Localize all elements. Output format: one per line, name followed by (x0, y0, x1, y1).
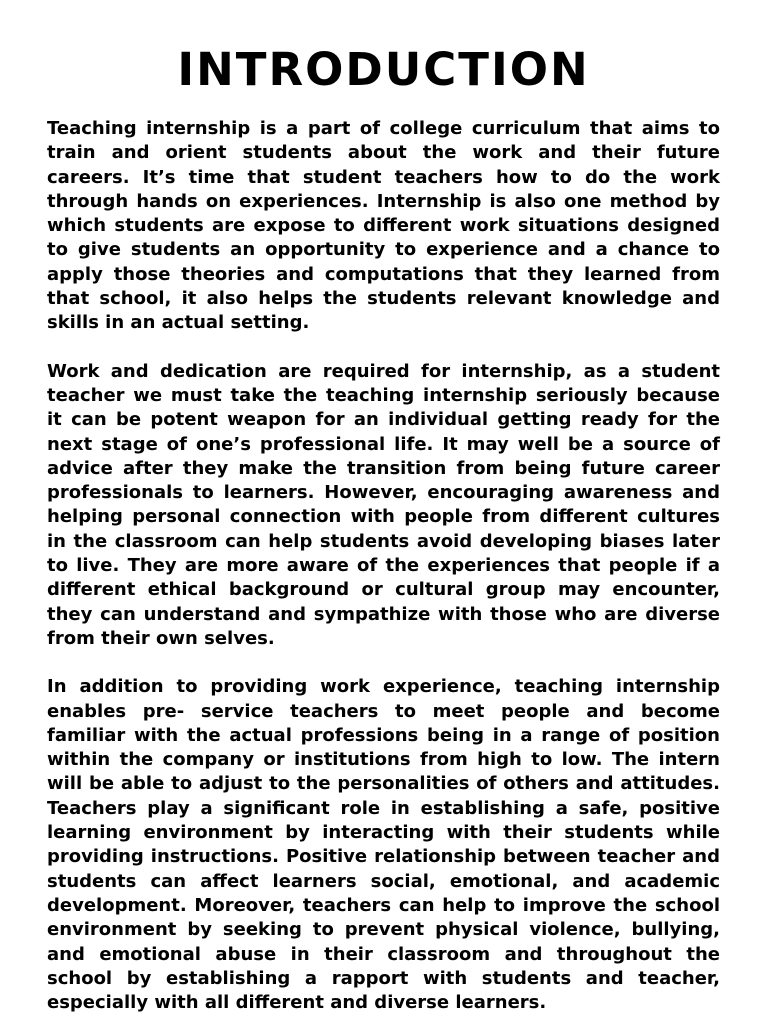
document-title: INTRODUCTION (177, 43, 590, 96)
document-page (47, 0, 720, 1024)
paragraph-3: In addition to providing work experience, teaching internship enables pre- service teachers to meet people and become familiar with the actual professions being in a range of position within the company or institutions from high to low. The intern will be able to adjust to the personalities of others and attitudes. Teachers play a significant role in establishing a safe, positive learning environment by interacting with their students while providing instructions. Positive relationship between teacher and students can affect learners social, emotional, and academic development. Moreover, teachers can help to improve the school environment by seeking to prevent physical violence, bullying, and emotional abuse in their classroom and throughout the school by establishing a rapport with students and teacher, especially with all different and diverse learners. (47, 676, 720, 1014)
paragraph-1: Teaching internship is a part of college curriculum that aims to train and orient students about the work and their future careers. It’s time that student teachers how to do the work through hands on experiences. Internship is also one method by which students are expose to different work situations designed to give students an opportunity to experience and a chance to apply those theories and computations that they learned from that school, it also helps the students relevant knowledge and skills in an actual setting. (47, 118, 720, 334)
paragraph-2: Work and dedication are required for internship, as a student teacher we must take the teaching internship seriously because it can be potent weapon for an individual getting ready for the next stage of one’s professional life. It may well be a source of advice after they make the transition from being future career professionals to learners. However, encouraging awareness and helping personal connection with people from different cultures in the classroom can help students avoid developing biases later to live. They are more aware of the experiences that people if a different ethical background or cultural group may encounter, they can understand and sympathize with those who are diverse from their own selves. (47, 360, 720, 649)
